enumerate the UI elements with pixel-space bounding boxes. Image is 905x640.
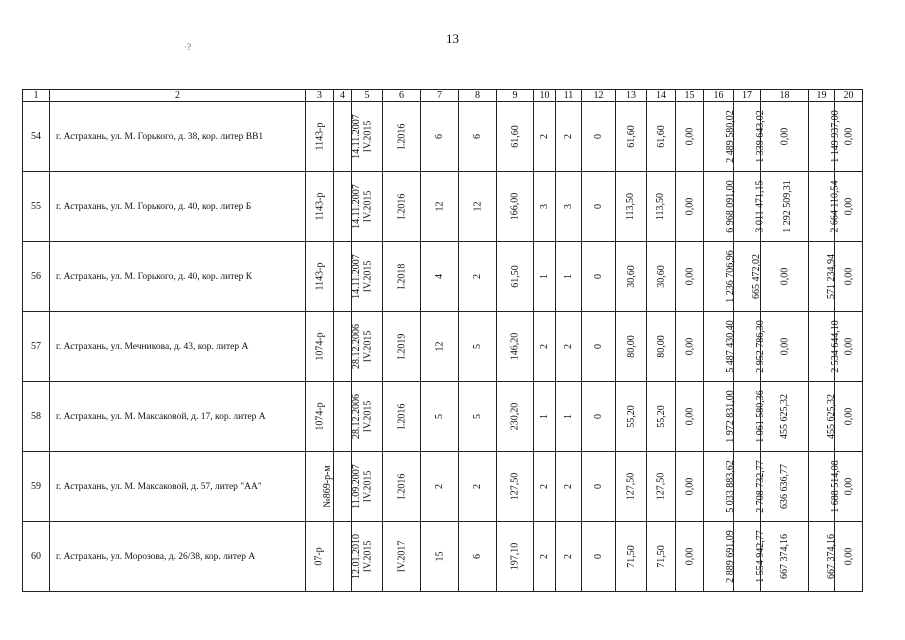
- page-number: 13: [446, 31, 459, 46]
- cell-col-11: [556, 382, 582, 452]
- cell-area-13: [616, 172, 647, 242]
- cell-total-cost: [704, 172, 734, 242]
- stray-mark: ·?: [184, 42, 191, 52]
- cell-value: 2 489 580,02: [724, 110, 736, 163]
- cell-region-share: [761, 522, 809, 592]
- cell-value: 6: [472, 554, 483, 559]
- cell-end-quarter: [383, 242, 421, 312]
- cell-value: 2 889 691,09: [724, 530, 736, 583]
- cell-value: 2: [539, 554, 550, 559]
- cell-value: 0,00: [843, 267, 854, 286]
- cell-value: 3: [563, 204, 574, 209]
- cell-col-15: [676, 312, 704, 382]
- cell-row-number: 56: [23, 242, 50, 312]
- cell-value: 28.12.2006: [351, 324, 362, 369]
- cell-value: 667 374,16: [779, 534, 790, 579]
- table-row: [23, 172, 863, 242]
- cell-value: 0: [593, 554, 604, 559]
- cell-region-share: [761, 102, 809, 172]
- column-number: 2: [50, 90, 306, 102]
- cell-fund-share: [734, 522, 766, 592]
- cell-value: 166,00: [509, 192, 521, 221]
- cell-value: 2 952 786,30: [754, 320, 766, 373]
- column-number: 10: [534, 90, 556, 102]
- cell-value: 12: [434, 341, 445, 352]
- column-number: 16: [704, 90, 734, 102]
- cell-value: 61,60: [655, 125, 667, 148]
- cell-value: 2 534 644,10: [829, 320, 841, 373]
- cell-value: 1 061 580,36: [754, 390, 766, 443]
- column-number: 12: [582, 90, 616, 102]
- cell-order-number: [306, 242, 334, 312]
- cell-order-number: [306, 102, 334, 172]
- cell-area-14: [647, 452, 676, 522]
- cell-value: 30,60: [655, 265, 667, 288]
- cell-value: 127,50: [509, 472, 521, 501]
- cell-value: 113,50: [655, 192, 667, 221]
- cell-address: г. Астрахань, ул. М. Максаковой, д. 57, литер "АА": [50, 452, 306, 522]
- cell-value: 0: [593, 344, 604, 349]
- cell-order-date: [334, 522, 362, 592]
- cell-value: 1 292 509,31: [781, 180, 793, 233]
- cell-col-12: [582, 102, 616, 172]
- cell-value: 14.11.2007: [350, 254, 362, 299]
- cell-area-13: [616, 452, 647, 522]
- cell-col-10: [534, 382, 556, 452]
- cell-fund-share: [734, 242, 761, 312]
- cell-order-date: [334, 102, 362, 172]
- cell-value: 0,00: [843, 407, 854, 426]
- cell-row-number: 60: [23, 522, 50, 592]
- cell-col-15: [676, 102, 704, 172]
- cell-col-15: [676, 382, 704, 452]
- cell-local-share: [809, 242, 835, 312]
- cell-value: 12: [434, 201, 445, 212]
- cell-col-15: [676, 242, 704, 312]
- cell-value: 61,60: [625, 125, 637, 148]
- cell-value: 0,00: [779, 267, 790, 286]
- cell-value: 113,50: [625, 192, 637, 221]
- cell-row-number: 58: [23, 382, 50, 452]
- cell-value: 636 636,77: [779, 464, 790, 509]
- cell-value: 71,50: [625, 545, 637, 568]
- cell-row-number: 59: [23, 452, 50, 522]
- cell-local-share: [809, 452, 841, 522]
- cell-value: 0,00: [684, 267, 695, 286]
- cell-fund-share: [734, 452, 766, 522]
- cell-value: 5: [472, 414, 483, 419]
- cell-value: 5 033 883,62: [724, 460, 736, 513]
- cell-col-12: [582, 452, 616, 522]
- cell-col-15: [676, 172, 704, 242]
- cell-col-7: [421, 522, 459, 592]
- cell-value: 2: [539, 134, 550, 139]
- cell-col-11: [556, 452, 582, 522]
- column-number: 9: [497, 90, 534, 102]
- cell-order-date: [334, 242, 362, 312]
- cell-value: 1 554 942,77: [754, 530, 766, 583]
- column-number: 19: [809, 90, 835, 102]
- cell-fund-share: [734, 312, 766, 382]
- cell-total-cost: [704, 242, 734, 312]
- cell-value: IV.2015: [362, 260, 374, 293]
- cell-total-cost: [704, 102, 734, 172]
- cell-value: IV.2015: [362, 540, 374, 573]
- cell-value: 0,00: [843, 197, 854, 216]
- cell-value: 230,20: [509, 402, 521, 431]
- cell-col-10: [534, 522, 556, 592]
- cell-value: 1074-р: [314, 332, 326, 361]
- column-number: 13: [616, 90, 647, 102]
- column-number: 8: [459, 90, 497, 102]
- cell-value: I.2016: [396, 123, 407, 150]
- cell-value: 15: [434, 551, 445, 562]
- column-number: 17: [734, 90, 761, 102]
- cell-value: IV.2015: [362, 330, 374, 363]
- cell-col-12: [582, 172, 616, 242]
- cell-value: 0: [593, 414, 604, 419]
- cell-area-14: [647, 312, 676, 382]
- cell-value: IV.2015: [362, 400, 374, 433]
- cell-end-quarter: [383, 312, 421, 382]
- cell-area-14: [647, 102, 676, 172]
- cell-value: 1 339 643,02: [754, 110, 766, 163]
- cell-col-7: [421, 172, 459, 242]
- cell-order-date: [334, 452, 362, 522]
- cell-order-date: [334, 312, 362, 382]
- cell-col-8: [459, 452, 497, 522]
- cell-col-7: [421, 452, 459, 522]
- cell-area-13: [616, 242, 647, 312]
- cell-value: 571 234,94: [826, 254, 837, 299]
- column-number: 3: [306, 90, 334, 102]
- cell-value: 07-р: [314, 547, 325, 566]
- cell-value: IV.2015: [362, 470, 374, 503]
- cell-order-date: [334, 172, 362, 242]
- cell-value: 0: [593, 484, 604, 489]
- cell-address: г. Астрахань, ул. Мечникова, д. 43, кор. литер А: [50, 312, 306, 382]
- cell-col-12: [582, 522, 616, 592]
- cell-area-total: [497, 522, 534, 592]
- cell-value: 1 236 706,96: [724, 250, 736, 303]
- cell-value: 55,20: [655, 405, 667, 428]
- cell-local-share: [809, 102, 841, 172]
- cell-value: 1 149 937,00: [829, 110, 841, 163]
- cell-total-cost: [704, 522, 734, 592]
- cell-value: 0,00: [684, 127, 695, 146]
- cell-fund-share: [734, 382, 766, 452]
- cell-value: 4: [434, 274, 445, 279]
- cell-value: 30,60: [625, 265, 637, 288]
- cell-value: 127,50: [655, 472, 667, 501]
- cell-value: 5 487 430,40: [724, 320, 736, 373]
- cell-region-share: [761, 172, 809, 242]
- cell-value: 667 374,16: [826, 534, 837, 579]
- cell-local-share: [809, 522, 835, 592]
- cell-area-13: [616, 382, 647, 452]
- cell-value: 5: [472, 344, 483, 349]
- cell-value: 80,00: [625, 335, 637, 358]
- cell-order-number: [306, 312, 334, 382]
- cell-value: 1: [563, 414, 574, 419]
- cell-col-11: [556, 242, 582, 312]
- cell-value: 1: [563, 274, 574, 279]
- cell-value: 0,00: [843, 547, 854, 566]
- cell-col-10: [534, 312, 556, 382]
- cell-region-share: [761, 452, 809, 522]
- cell-end-quarter: [383, 522, 421, 592]
- cell-value: 5: [434, 414, 445, 419]
- cell-address: г. Астрахань, ул. М. Горького, д. 40, кор. литер К: [50, 242, 306, 312]
- cell-order-date: [334, 382, 362, 452]
- cell-area-total: [497, 312, 534, 382]
- table-row: [23, 312, 863, 382]
- column-number: 4: [334, 90, 352, 102]
- cell-value: 0: [593, 204, 604, 209]
- cell-col-8: [459, 102, 497, 172]
- cell-end-quarter: [383, 452, 421, 522]
- cell-value: 1074-р: [314, 402, 326, 431]
- cell-value: 28.12.2006: [351, 394, 362, 439]
- cell-area-13: [616, 102, 647, 172]
- cell-fund-share: [734, 102, 766, 172]
- table-row: [23, 242, 863, 312]
- cell-local-share: [809, 172, 841, 242]
- cell-address: г. Астрахань, ул. М. Горького, д. 40, кор. литер Б: [50, 172, 306, 242]
- cell-area-total: [497, 242, 534, 312]
- cell-col-7: [421, 102, 459, 172]
- cell-col-20: [835, 522, 863, 592]
- cell-area-14: [647, 242, 676, 312]
- column-number: 18: [761, 90, 809, 102]
- cell-region-share: [761, 312, 809, 382]
- cell-value: 2: [563, 344, 574, 349]
- cell-value: 2 708 732,77: [754, 460, 766, 513]
- cell-value: 2 664 110,54: [829, 180, 841, 233]
- cell-col-10: [534, 172, 556, 242]
- cell-col-8: [459, 312, 497, 382]
- cell-col-7: [421, 312, 459, 382]
- cell-value: 2: [539, 484, 550, 489]
- cell-total-cost: [704, 382, 734, 452]
- cell-col-11: [556, 172, 582, 242]
- cell-value: 71,50: [655, 545, 667, 568]
- cell-value: I.2016: [396, 193, 407, 220]
- cell-col-8: [459, 242, 497, 312]
- cell-area-total: [497, 452, 534, 522]
- cell-area-14: [647, 172, 676, 242]
- cell-value: 455 625,32: [779, 394, 790, 439]
- cell-value: 12.01.2010: [351, 534, 362, 579]
- cell-value: 0,00: [684, 407, 695, 426]
- cell-value: IV.2017: [395, 540, 407, 573]
- cell-region-share: [761, 242, 809, 312]
- cell-value: 127,50: [625, 472, 637, 501]
- cell-col-7: [421, 382, 459, 452]
- cell-value: 6 968 091,00: [724, 180, 736, 233]
- column-number: 7: [421, 90, 459, 102]
- cell-value: 61,50: [509, 265, 521, 288]
- cell-value: 0,00: [684, 337, 695, 356]
- cell-value: 3: [539, 204, 550, 209]
- cell-value: 12: [472, 201, 483, 212]
- cell-end-quarter: [383, 102, 421, 172]
- column-number-row: [23, 90, 863, 102]
- table-row: [23, 382, 863, 452]
- cell-value: 197,10: [509, 542, 521, 571]
- cell-col-8: [459, 522, 497, 592]
- cell-value: 455 625,32: [826, 394, 837, 439]
- cell-value: 1 972 831,00: [724, 390, 736, 443]
- cell-col-20: [835, 242, 863, 312]
- cell-address: г. Астрахань, ул. Морозова, д. 26/38, кор. литер А: [50, 522, 306, 592]
- cell-order-number: [306, 452, 334, 522]
- cell-value: 3 011 471,15: [754, 180, 766, 233]
- cell-col-12: [582, 382, 616, 452]
- cell-value: 1143-р: [314, 122, 326, 151]
- cell-total-cost: [704, 312, 734, 382]
- cell-col-7: [421, 242, 459, 312]
- cell-local-share: [809, 382, 835, 452]
- cell-col-12: [582, 312, 616, 382]
- cell-col-11: [556, 102, 582, 172]
- cell-area-total: [497, 382, 534, 452]
- cell-col-15: [676, 452, 704, 522]
- cell-local-share: [809, 312, 841, 382]
- cell-value: IV.2015: [362, 190, 374, 223]
- cell-value: 6: [472, 134, 483, 139]
- cell-row-number: 57: [23, 312, 50, 382]
- cell-value: 1 688 514,08: [829, 460, 841, 513]
- cell-value: 0: [593, 134, 604, 139]
- cell-area-total: [497, 172, 534, 242]
- column-number: 11: [556, 90, 582, 102]
- cell-row-number: 54: [23, 102, 50, 172]
- cell-end-quarter: [383, 382, 421, 452]
- cell-value: 2: [563, 554, 574, 559]
- cell-value: I.2016: [396, 473, 407, 500]
- cell-col-8: [459, 382, 497, 452]
- cell-value: 1: [539, 414, 550, 419]
- column-number: 20: [835, 90, 863, 102]
- cell-value: I.2019: [396, 333, 407, 360]
- cell-value: №869-р-м: [321, 465, 333, 508]
- column-number: 5: [352, 90, 383, 102]
- cell-value: 2: [563, 484, 574, 489]
- cell-address: г. Астрахань, ул. М. Горького, д. 38, кор. литер ВВ1: [50, 102, 306, 172]
- cell-col-11: [556, 522, 582, 592]
- cell-order-number: [306, 172, 334, 242]
- cell-value: 61,60: [509, 125, 521, 148]
- cell-col-12: [582, 242, 616, 312]
- column-number: 1: [23, 90, 50, 102]
- cell-value: 0,00: [684, 197, 695, 216]
- cell-area-14: [647, 522, 676, 592]
- cell-area-13: [616, 312, 647, 382]
- cell-col-10: [534, 452, 556, 522]
- cell-value: 1143-р: [314, 192, 326, 221]
- housing-program-table: [22, 89, 863, 592]
- cell-value: I.2018: [396, 263, 407, 290]
- cell-value: 0,00: [843, 477, 854, 496]
- cell-value: 146,20: [509, 332, 521, 361]
- cell-value: 14.11.2007: [350, 114, 362, 159]
- table-row: [23, 522, 863, 592]
- cell-value: I.2016: [396, 403, 407, 430]
- cell-value: 1143-р: [314, 262, 326, 291]
- cell-order-number: [306, 522, 334, 592]
- cell-value: 6: [434, 134, 445, 139]
- cell-value: 665 472,02: [751, 254, 762, 299]
- column-number: 6: [383, 90, 421, 102]
- cell-value: 11.09.2007: [350, 464, 362, 509]
- table-row: [23, 102, 863, 172]
- cell-value: 2: [472, 484, 483, 489]
- cell-value: 80,00: [655, 335, 667, 358]
- cell-order-number: [306, 382, 334, 452]
- cell-col-15: [676, 522, 704, 592]
- cell-end-quarter: [383, 172, 421, 242]
- cell-col-8: [459, 172, 497, 242]
- cell-value: 0,00: [843, 127, 854, 146]
- cell-value: 2: [472, 274, 483, 279]
- cell-address: г. Астрахань, ул. М. Максаковой, д. 17, кор. литер А: [50, 382, 306, 452]
- cell-value: 2: [563, 134, 574, 139]
- cell-col-10: [534, 242, 556, 312]
- cell-value: 0,00: [779, 337, 790, 356]
- cell-area-14: [647, 382, 676, 452]
- cell-value: 1: [539, 274, 550, 279]
- cell-col-11: [556, 312, 582, 382]
- cell-value: 0,00: [684, 477, 695, 496]
- cell-area-13: [616, 522, 647, 592]
- cell-col-10: [534, 102, 556, 172]
- cell-value: 0,00: [684, 547, 695, 566]
- cell-value: 0,00: [843, 337, 854, 356]
- cell-area-total: [497, 102, 534, 172]
- cell-fund-share: [734, 172, 766, 242]
- cell-value: 2: [539, 344, 550, 349]
- column-number: 15: [676, 90, 704, 102]
- cell-col-20: [835, 382, 863, 452]
- cell-total-cost: [704, 452, 734, 522]
- cell-value: 2: [434, 484, 445, 489]
- cell-row-number: 55: [23, 172, 50, 242]
- cell-value: 0,00: [779, 127, 790, 146]
- cell-value: 0: [593, 274, 604, 279]
- cell-region-share: [761, 382, 809, 452]
- cell-value: 14.11.2007: [350, 184, 362, 229]
- column-number: 14: [647, 90, 676, 102]
- cell-value: IV.2015: [362, 120, 374, 153]
- table-row: [23, 452, 863, 522]
- cell-value: 55,20: [625, 405, 637, 428]
